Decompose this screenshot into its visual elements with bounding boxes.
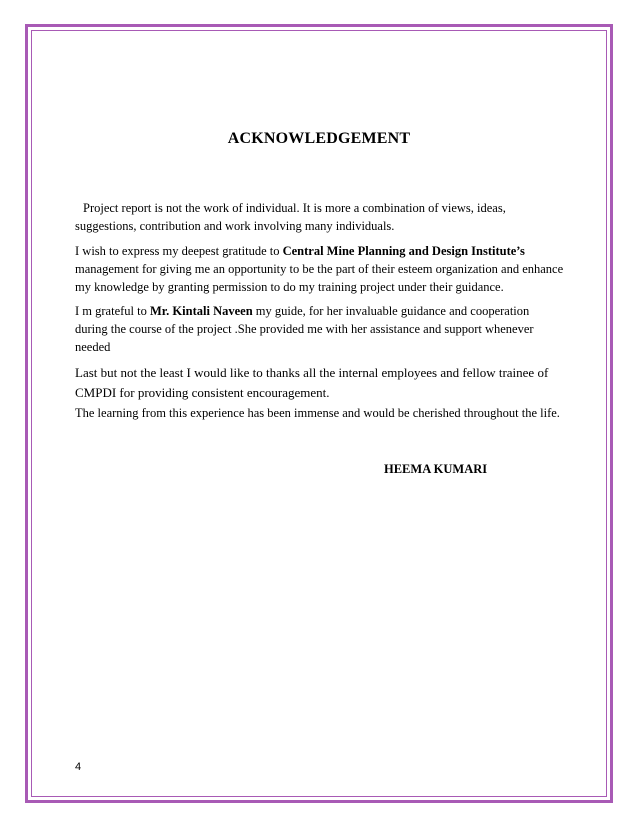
page-title: ACKNOWLEDGEMENT xyxy=(227,130,411,147)
paragraph-guide-text-start: I m grateful to xyxy=(75,304,150,318)
paragraph-learning: The learning from this experience has been immense and would be cherished throughout the life. xyxy=(75,406,560,420)
paragraph-gratitude-text-start: I wish to express my deepest gratitude to xyxy=(75,244,283,258)
page-number: 4 xyxy=(75,761,82,773)
guide-name: Mr. Kintali Naveen xyxy=(149,304,253,318)
paragraph-intro: Project report is not the work of individual. It is more a combination of views, ideas, suggestions, contribution and work involving many individuals. xyxy=(75,201,506,233)
paragraph-gratitude-text-end: management for giving me an opportunity to be the part of their esteem organization and enhance my knowledge by granting permission to do my training project under their guidance. xyxy=(75,262,564,294)
paragraph-guide-text-end: my guide, for her invaluable guidance and cooperation during the course of the project .She provided me with her assistance and support whenever needed xyxy=(75,304,534,354)
paragraph-gratitude xyxy=(75,242,565,296)
signature-name: HEEMA KUMARI xyxy=(384,462,488,476)
organization-name: Central Mine Planning and Design Institute’s xyxy=(282,244,525,258)
paragraph-guide xyxy=(75,302,565,356)
paragraph-thanks: Last but not the least I would like to thanks all the internal employees and fellow trainee of CMPDI for providing consistent encouragement. xyxy=(75,365,549,400)
